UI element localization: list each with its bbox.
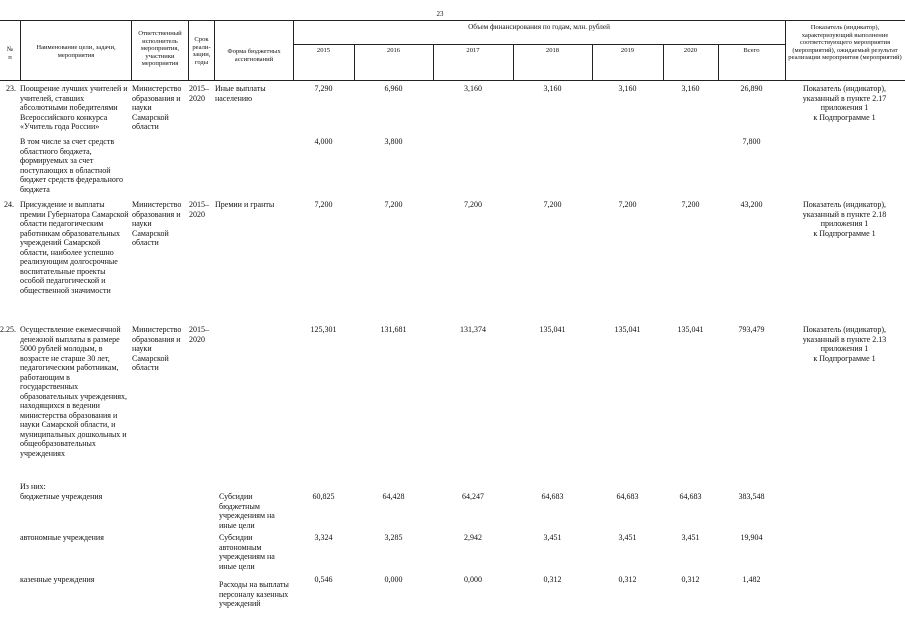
row-term: 2015– 2020 — [189, 325, 209, 344]
row-form: Субсидии автономным учреждениям на иные цели — [219, 533, 275, 571]
value-2015: 4,000 — [314, 137, 333, 146]
row-form: Иные выплаты населению — [215, 84, 266, 103]
header-indicator: Показатель (индикатор), характеризующий выполнение соответствующего мероприятия (мероприятий), ожидаемый результат реализации мероприятия (мероприятий) — [788, 24, 902, 62]
value-2015: 7,200 — [314, 200, 333, 209]
value-total: 19,904 — [740, 533, 763, 542]
value-2019: 0,312 — [618, 575, 637, 584]
row-form: Субсидии бюджетным учреждениям на иные цели — [219, 492, 275, 530]
row-form: Премии и гранты — [215, 200, 275, 209]
row-number: 24. — [4, 200, 14, 209]
header-form: Форма бюджетных ассигнований — [227, 48, 281, 63]
value-2016: 0,000 — [384, 575, 403, 584]
value-2015: 0,546 — [314, 575, 333, 584]
row-name: Присуждение и выплаты премии Губернатора Самарской области педагогическим работникам образовательных учреждений Самарской области, наиболее успешно реализующим долгосрочные воспитательные проекты особой педагогической и общественной значимости — [20, 200, 129, 295]
row-name: Поощрение лучших учителей и учителей, ставших абсолютными победителями Всероссийского конкурса «Учитель года России» — [20, 84, 128, 131]
row-name: казенные учреждения — [20, 575, 95, 584]
row-indicator: Показатель (индикатор), указанный в пункте 2.18 приложения 1 к Подпрограмме 1 — [802, 200, 887, 238]
row-indicator: Показатель (индикатор), указанный в пункте 2.13 приложения 1 к Подпрограмме 1 — [802, 325, 887, 363]
col-sep — [785, 20, 786, 80]
value-2017: 0,000 — [464, 575, 482, 584]
value-2019: 7,200 — [618, 200, 637, 209]
header-year-2020: 2020 — [683, 47, 698, 54]
row-name: Осуществление ежемесячной денежной выплаты в размере 5000 рублей молодым, в возрасте не старше 30 лет, педагогическим работникам, работающим в государственных образовательных учреждениях, находящихся в ведении министерства образования и науки Самарской области, и муниципальных дошкольных и общеобразовательных учреждениях — [20, 325, 128, 458]
value-total: 7,800 — [742, 137, 761, 146]
value-2016: 64,428 — [382, 492, 405, 501]
value-total: 43,200 — [740, 200, 763, 209]
header-year-2017: 2017 — [466, 47, 480, 54]
header-volume: Объем финансирования по годам, млн. рублей — [468, 23, 610, 31]
row-term: 2015– 2020 — [189, 200, 209, 219]
value-total: 383,548 — [738, 492, 765, 501]
row-name: В том числе за счет средств областного бюджета, формируемых за счет поступающих в областной бюджет средств федерального бюджета — [20, 137, 123, 194]
header-top-border — [0, 20, 905, 21]
value-2016: 7,200 — [384, 200, 403, 209]
row-term: 2015– 2020 — [189, 84, 209, 103]
value-2020: 135,041 — [677, 325, 704, 334]
value-2019: 64,683 — [616, 492, 639, 501]
value-2018: 135,041 — [539, 325, 566, 334]
value-2019: 3,451 — [618, 533, 637, 542]
header-year-total: Всего — [743, 47, 760, 54]
value-2020: 3,451 — [681, 533, 700, 542]
value-2015: 3,324 — [314, 533, 333, 542]
row-executor: Министерство образования и науки Самарской области — [132, 84, 182, 131]
value-2016: 6,960 — [384, 84, 403, 93]
value-total: 26,890 — [740, 84, 763, 93]
row-name: Из них: бюджетные учреждения — [20, 482, 103, 501]
header-executor: Ответственный исполнитель мероприятия, участники мероприятия — [138, 30, 182, 68]
value-2019: 3,160 — [618, 84, 637, 93]
value-2017: 2,942 — [464, 533, 482, 542]
value-2015: 7,290 — [314, 84, 333, 93]
value-2017: 64,247 — [462, 492, 484, 501]
header-term: Срок реали-зации, годы — [192, 36, 211, 66]
value-2018: 0,312 — [543, 575, 562, 584]
value-2016: 131,681 — [380, 325, 407, 334]
value-2018: 3,160 — [543, 84, 562, 93]
value-2020: 64,683 — [679, 492, 702, 501]
value-2018: 3,451 — [543, 533, 562, 542]
value-2017: 7,200 — [464, 200, 482, 209]
value-2018: 64,683 — [541, 492, 564, 501]
row-indicator: Показатель (индикатор), указанный в пункте 2.17 приложения 1 к Подпрограмме 1 — [802, 84, 887, 122]
row-name: автономные учреждения — [20, 533, 104, 542]
col-sep — [20, 20, 21, 80]
value-2016: 3,285 — [384, 533, 403, 542]
value-2017: 3,160 — [464, 84, 482, 93]
value-total: 793,479 — [738, 325, 765, 334]
header-year-2018: 2018 — [545, 47, 560, 54]
header-year-2015: 2015 — [316, 47, 331, 54]
col-sep — [214, 20, 215, 80]
value-2016: 3,800 — [384, 137, 403, 146]
row-executor: Министерство образования и науки Самарской области — [132, 325, 182, 372]
row-number: 23. — [6, 84, 16, 93]
year-subheader-border — [293, 44, 785, 45]
header-year-2016: 2016 — [386, 47, 401, 54]
row-form: Расходы на выплаты персоналу казенных учреждений — [219, 580, 289, 608]
value-total: 1,482 — [742, 575, 761, 584]
value-2015: 125,301 — [310, 325, 337, 334]
row-number: 2.25. — [0, 325, 16, 334]
header-bottom-border — [0, 80, 905, 81]
value-2018: 7,200 — [543, 200, 562, 209]
value-2020: 7,200 — [681, 200, 700, 209]
value-2020: 3,160 — [681, 84, 700, 93]
page-number: 23 — [436, 10, 444, 18]
value-2020: 0,312 — [681, 575, 700, 584]
header-num: № п — [6, 46, 14, 61]
header-name: Наименование цели, задачи, мероприятия — [36, 44, 116, 59]
row-executor: Министерство образования и науки Самарской области — [132, 200, 182, 247]
header-year-2019: 2019 — [620, 47, 635, 54]
value-2019: 135,041 — [614, 325, 641, 334]
value-2015: 60,825 — [312, 492, 335, 501]
value-2017: 131,374 — [460, 325, 486, 334]
